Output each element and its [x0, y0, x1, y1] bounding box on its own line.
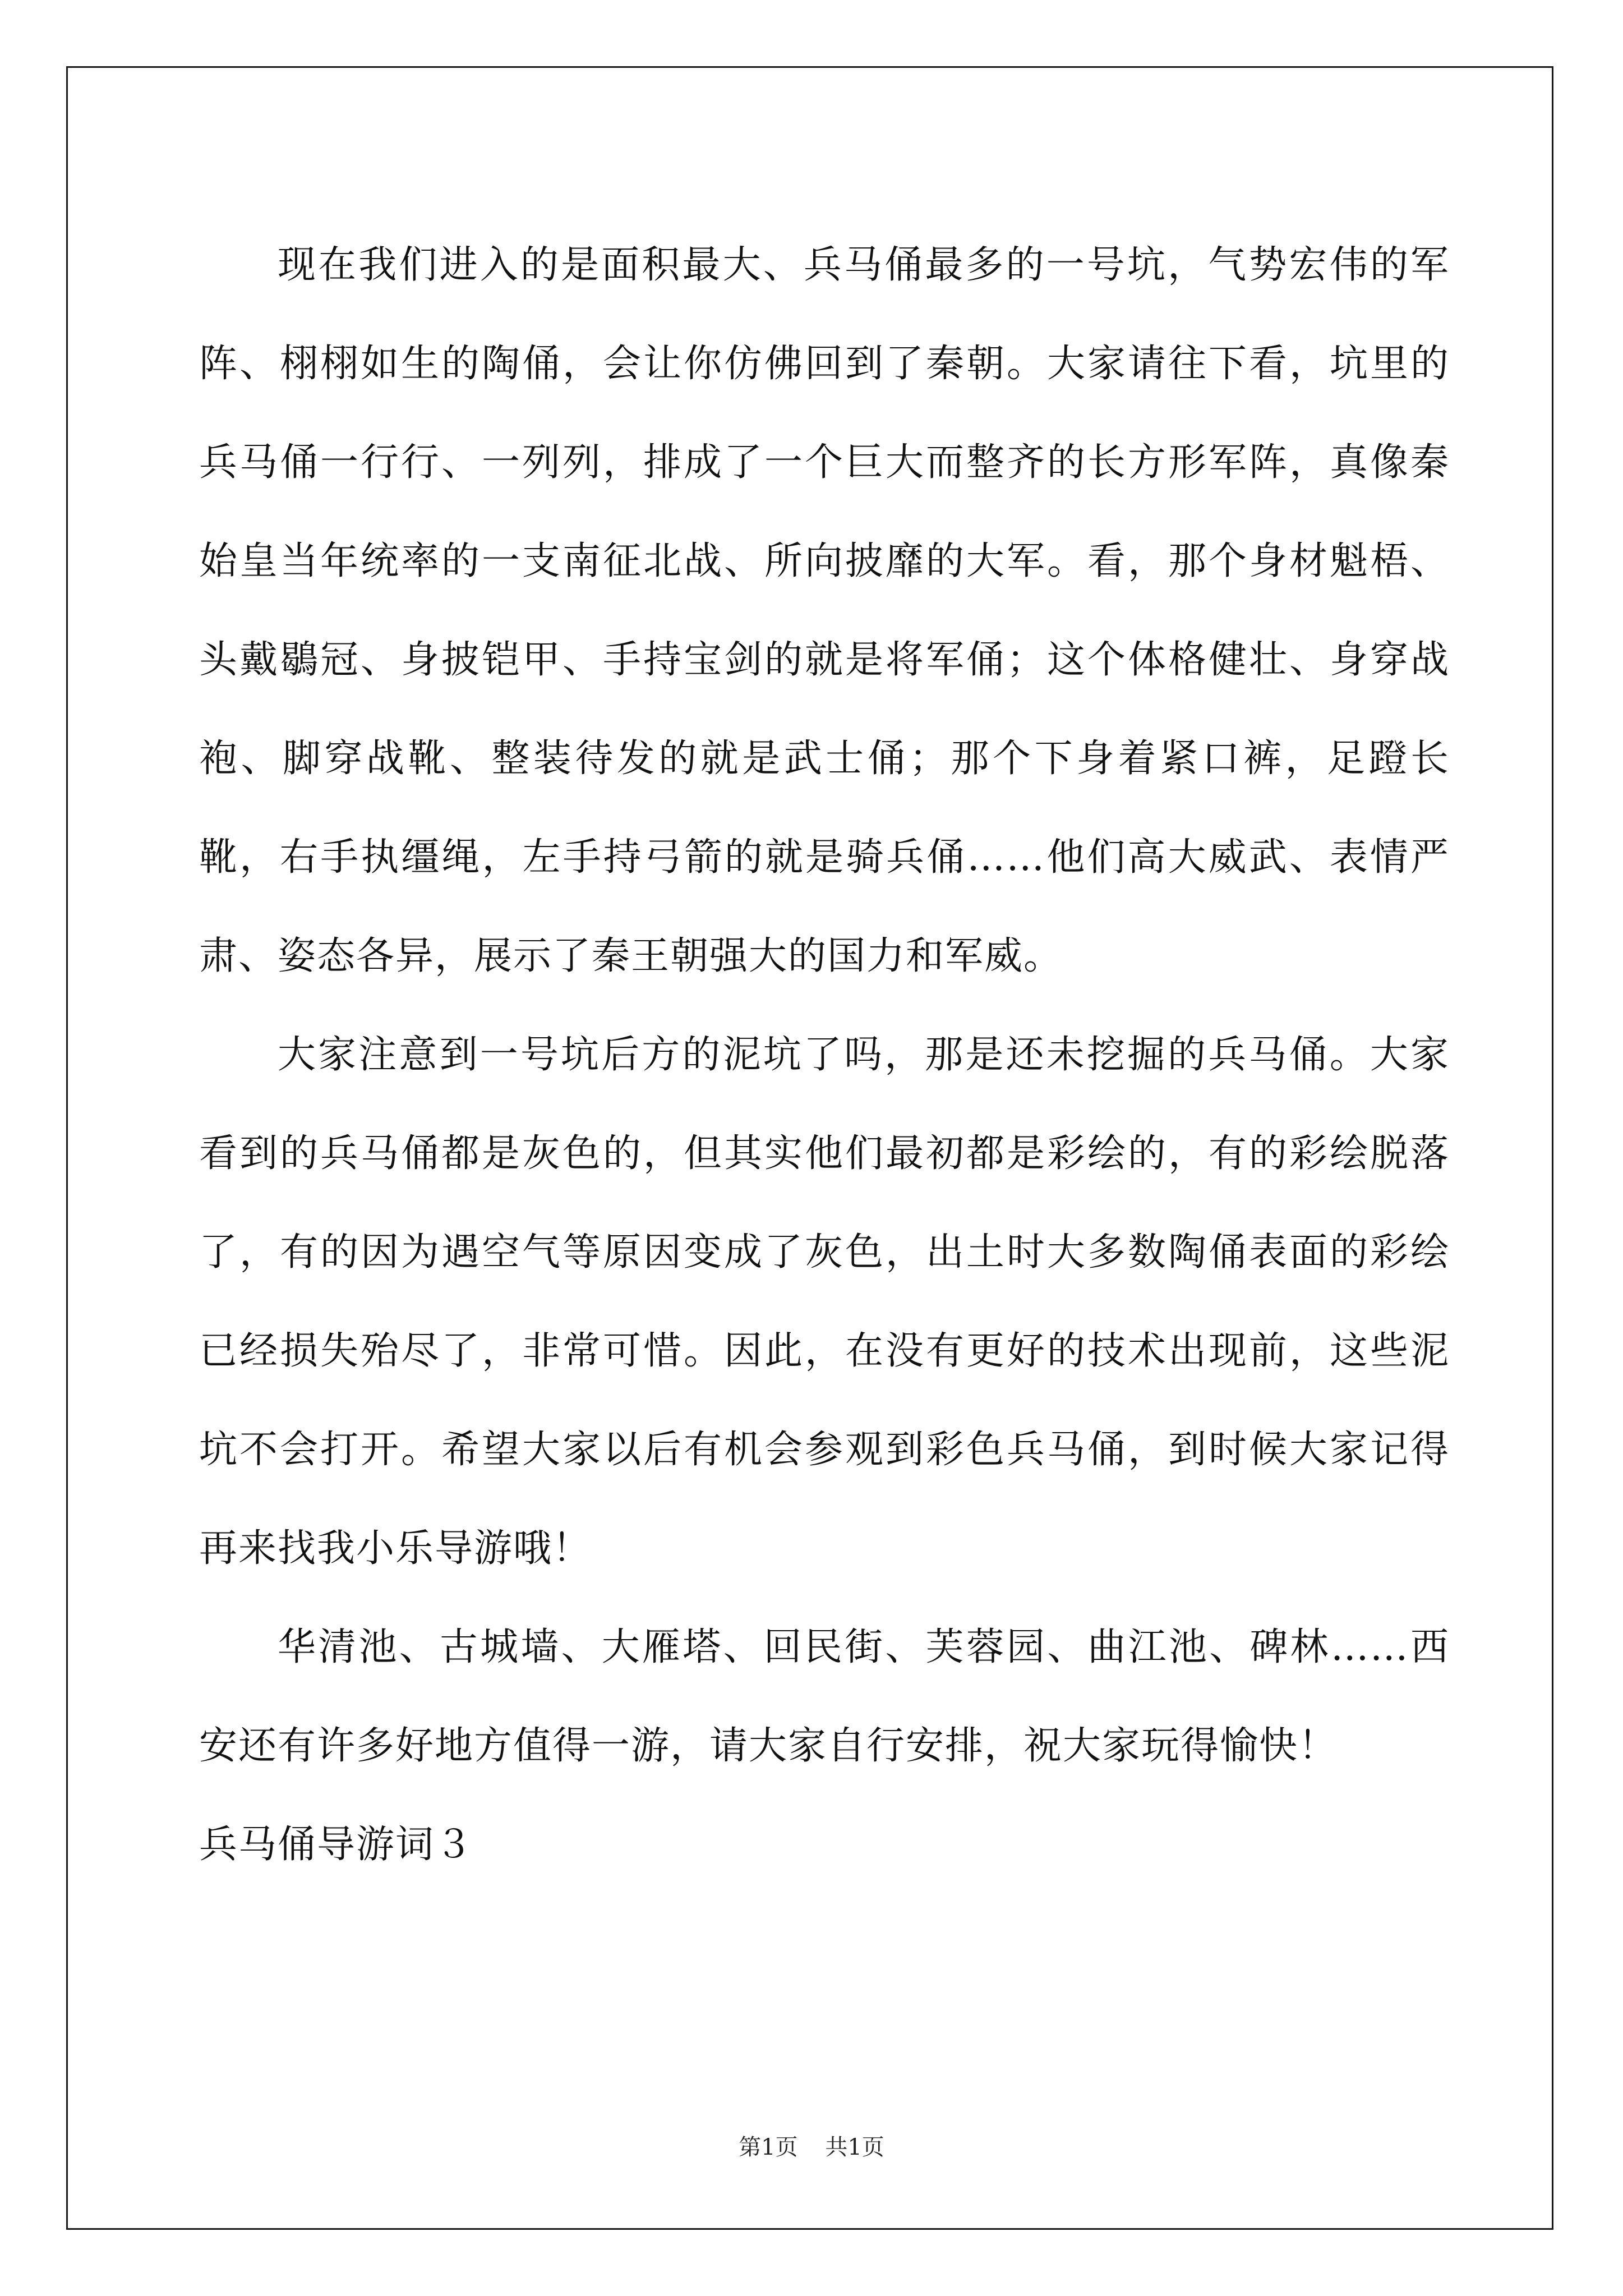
- page-number-current: 第1页: [739, 2134, 798, 2160]
- page-footer: [0, 2129, 1623, 2161]
- page-number-total: 共1页: [825, 2134, 884, 2160]
- paragraph-1: 现在我们进入的是面积最大、兵马俑最多的一号坑，气势宏伟的军阵、栩栩如生的陶俑，会让你仿佛回到了秦朝。大家请往下看，坑里的兵马俑一行行、一列列，排成了一个巨大而整齐的长方形军阵，真像秦始皇当年统率的一支南征北战、所向披靡的大军。看，那个身材魁梧、头戴鶡冠、身披铠甲、手持宝剑的就是将军俑；这个体格健壮、身穿战袍、脚穿战靴、整装待发的就是武士俑；那个下身着紧口裤，足蹬长靴，右手执缰绳，左手持弓箭的就是骑兵俑……他们高大威武、表情严肃、姿态各异，展示了秦王朝强大的国力和军威。: [199, 243, 1450, 978]
- document-body: [199, 216, 1450, 1894]
- paragraph-3: 华清池、古城墙、大雁塔、回民街、芙蓉园、曲江池、碑林……西安还有许多好地方值得一游，请大家自行安排，祝大家玩得愉快！: [199, 1625, 1450, 1768]
- section-heading: 兵马俑导游词３: [199, 1823, 474, 1867]
- paragraph-2: 大家注意到一号坑后方的泥坑了吗，那是还未挖掘的兵马俑。大家看到的兵马俑都是灰色的，但其实他们最初都是彩绘的，有的彩绘脱落了，有的因为遇空气等原因变成了灰色，出土时大多数陶俑表面的彩绘已经损失殆尽了，非常可惜。因此，在没有更好的技术出现前，这些泥坑不会打开。希望大家以后有机会参观到彩色兵马俑，到时候大家记得再来找我小乐导游哦！: [199, 1033, 1450, 1571]
